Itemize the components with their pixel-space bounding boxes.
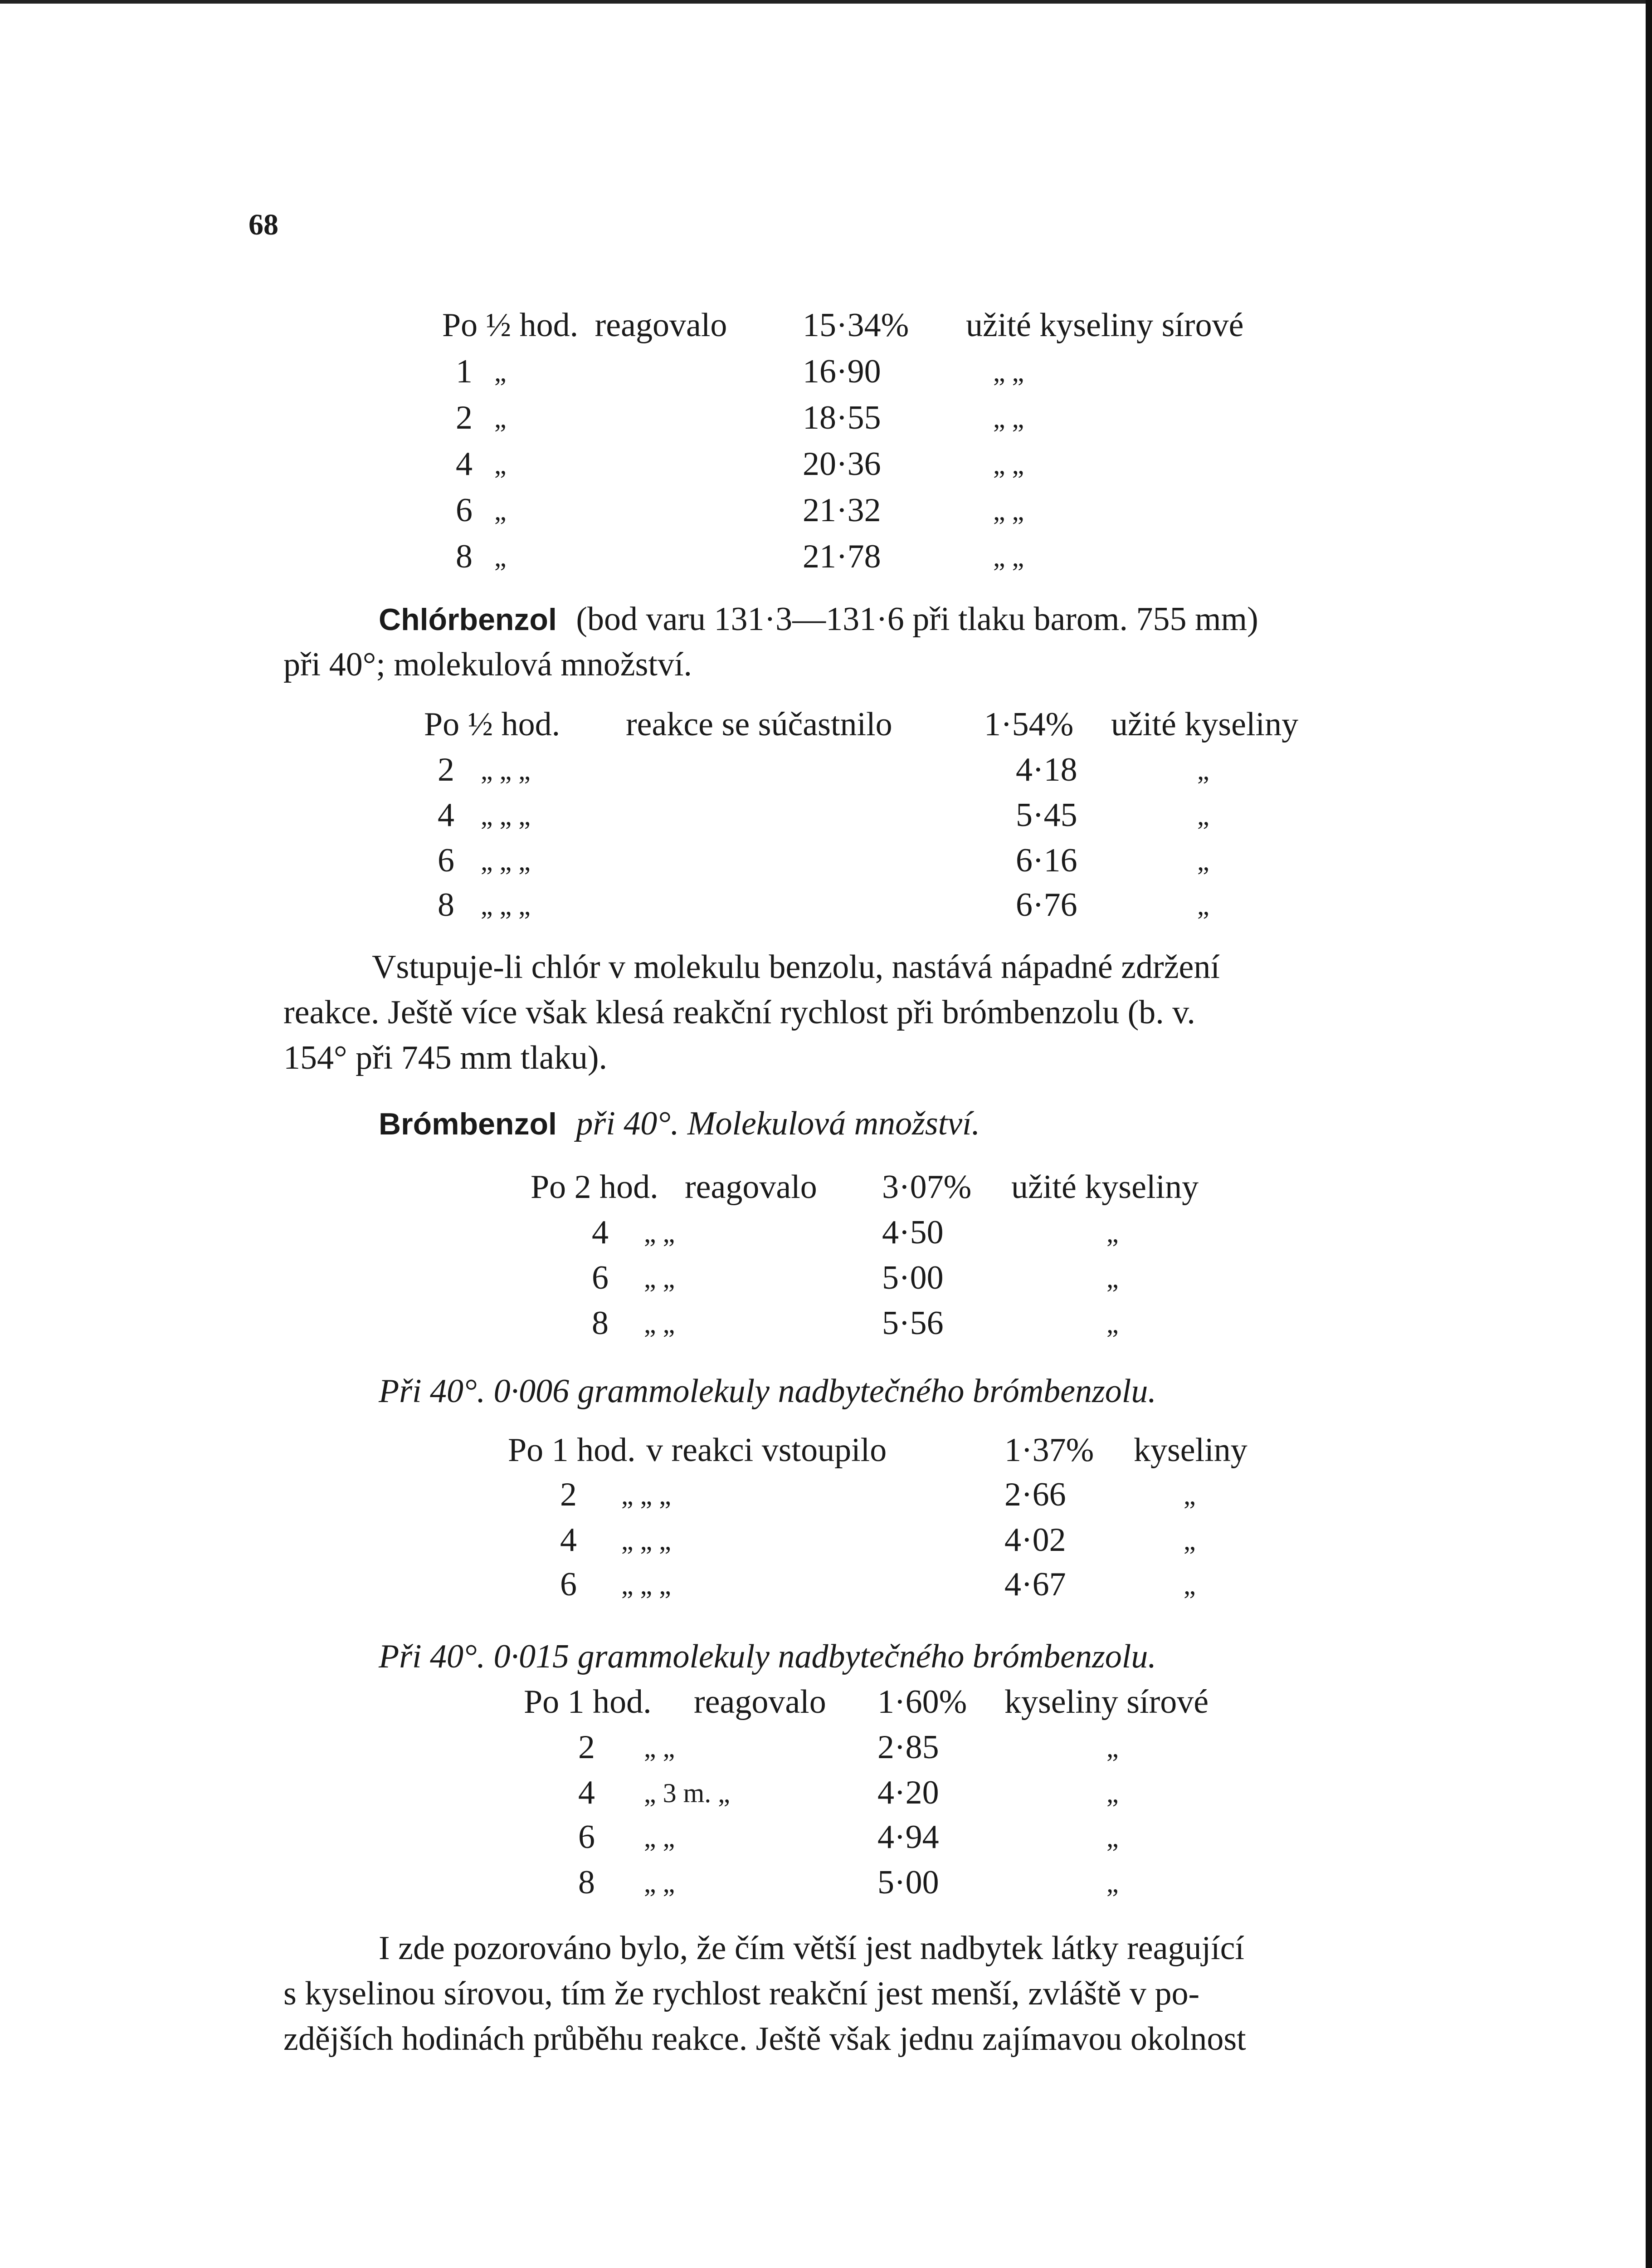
ditto-marks: „ „ [993, 542, 1024, 572]
ditto-mark: „ [1106, 1868, 1119, 1898]
row-value: 20·36 [803, 445, 881, 483]
chlorbenzol-text: (bod varu 131·3—131·6 při tlaku barom. 755 mm) [576, 601, 1258, 638]
row-value: 2·85 [877, 1729, 939, 1766]
ditto-marks: „ „ „ [481, 846, 531, 876]
ditto-mark: „ [1184, 1525, 1196, 1555]
row-time: 6 [560, 1566, 577, 1603]
row-value: 5·00 [877, 1864, 939, 1901]
section-heading-0015: Při 40°. 0·015 grammolekuly nadbytečného brómbenzolu. [379, 1638, 1156, 1675]
ditto-mark: „ [494, 450, 507, 479]
row-time: 6 [592, 1259, 609, 1296]
scan-top-edge [0, 0, 1652, 4]
row-value: 16·90 [803, 353, 881, 390]
ditto-mark: „ [494, 403, 507, 433]
row-value: 5·56 [882, 1305, 944, 1342]
row-value: 4·94 [877, 1818, 939, 1856]
row-value: 3·07% [882, 1168, 972, 1206]
row-value: 15·34% [803, 307, 909, 344]
ditto-mark: „ [1106, 1823, 1119, 1853]
row-verb: reagovalo [595, 307, 727, 344]
row-time: 4 [560, 1521, 577, 1559]
paragraph-1 [372, 944, 1469, 990]
page-number: 68 [249, 208, 278, 241]
paragraph-line: reakce. Ještě více však klesá reakční rychlost při brómbenzolu (b. v. [283, 994, 1195, 1031]
row-value: 5·45 [1016, 797, 1077, 834]
row-time: 8 [438, 886, 454, 924]
row-value: 5·00 [882, 1259, 944, 1296]
table-row [442, 308, 727, 342]
ditto-mark: „ [1106, 1733, 1119, 1763]
row-time: 2 [578, 1729, 595, 1766]
ditto-marks: „ „ [993, 403, 1024, 433]
ditto-marks: „ „ „ [481, 755, 531, 785]
row-time: 8 [578, 1864, 595, 1901]
ditto-marks: „ „ [644, 1868, 675, 1898]
row-value: 4·02 [1004, 1521, 1066, 1559]
ditto-marks: „ „ [644, 1263, 675, 1293]
ditto-marks: „ „ „ [481, 801, 531, 831]
row-time: 2 [456, 399, 473, 436]
ditto-marks: „ „ [993, 357, 1024, 387]
paragraph-line: zdějších hodinách průběhu reakce. Ještě však jednu zajímavou okolnost [283, 2020, 1246, 2058]
brombenzol-subtitle: při 40°. Molekulová množství. [576, 1105, 980, 1142]
row-value: 18·55 [803, 399, 881, 436]
row-tail: užité kyseliny [1111, 706, 1299, 743]
paragraph-line: Vstupuje-li chlór v molekulu benzolu, nastává nápadné zdržení [372, 948, 1220, 986]
ditto-mark: „ [494, 496, 507, 526]
row-value: 4·50 [882, 1214, 944, 1251]
ditto-mark: „ [1197, 846, 1209, 876]
paragraph-line: I zde pozorováno bylo, že čím větší jest nadbytek látky reagující [379, 1930, 1244, 1967]
row-tail: kyseliny sírové [1004, 1683, 1209, 1721]
row-time: Po 1 hod. [508, 1432, 636, 1469]
ditto-mark: „ [494, 542, 507, 572]
ditto-marks: „ „ „ [621, 1570, 671, 1600]
ditto-mark: „ [1106, 1309, 1119, 1339]
ditto-marks-3m: „ 3 m. „ [644, 1778, 730, 1808]
row-verb: reakce se súčastnilo [626, 706, 892, 743]
row-verb: reagovalo [694, 1683, 826, 1721]
row-tail: užité kyseliny sírové [966, 307, 1244, 344]
row-value: 4·20 [877, 1774, 939, 1811]
paragraph-line: 154° při 745 mm tlaku). [283, 1039, 608, 1076]
chlorbenzol-heading: Chlórbenzol [379, 602, 557, 637]
row-time: 8 [592, 1305, 609, 1342]
row-verb: reagovalo [685, 1168, 817, 1206]
row-time: Po 2 hod. [531, 1168, 658, 1206]
row-value: 6·76 [1016, 886, 1077, 924]
ditto-mark: „ [1184, 1480, 1196, 1510]
section-heading-0006: Při 40°. 0·006 grammolekuly nadbytečného brómbenzolu. [379, 1373, 1156, 1410]
ditto-marks: „ „ [993, 496, 1024, 526]
row-time: 2 [438, 751, 454, 788]
row-time: 4 [578, 1774, 595, 1811]
ditto-marks: „ „ [644, 1309, 675, 1339]
ditto-mark: „ [1197, 755, 1209, 785]
row-value: 21·32 [803, 492, 881, 529]
ditto-mark: „ [1106, 1263, 1119, 1293]
row-time: 4 [592, 1214, 609, 1251]
brombenzol-heading: Brómbenzol [379, 1107, 557, 1141]
row-value: 1·60% [877, 1683, 967, 1721]
ditto-mark: „ [494, 357, 507, 387]
row-value: 1·37% [1004, 1432, 1094, 1469]
row-time: 4 [456, 445, 473, 483]
chlorbenzol-line-2: při 40°; molekulová množství. [283, 646, 692, 683]
chlorbenzol-line-1 [379, 602, 1258, 636]
row-value: 21·78 [803, 538, 881, 575]
ditto-marks: „ „ „ [621, 1525, 671, 1555]
ditto-mark: „ [1197, 801, 1209, 831]
row-time: 6 [578, 1818, 595, 1856]
ditto-mark: „ [1197, 890, 1209, 920]
paragraph-line: s kyselinou sírovou, tím že rychlost reakční jest menší, zvláště v po- [283, 1975, 1200, 2012]
ditto-marks: „ „ [644, 1733, 675, 1763]
ditto-mark: „ [1184, 1570, 1196, 1600]
ditto-marks: „ „ [993, 450, 1024, 479]
row-tail: kyseliny [1134, 1432, 1248, 1469]
row-value: 4·67 [1004, 1566, 1066, 1603]
paragraph-2 [379, 1926, 1472, 1971]
scan-right-edge [1646, 0, 1652, 2268]
ditto-marks: „ „ „ [481, 890, 531, 920]
row-value: 2·66 [1004, 1476, 1066, 1513]
row-time: 6 [438, 842, 454, 879]
paragraph-2-cont [283, 1971, 1472, 2062]
ditto-marks: „ „ [644, 1218, 675, 1248]
row-value: 1·54% [984, 706, 1074, 743]
brombenzol-heading-line [379, 1107, 980, 1140]
paragraph-1-cont [283, 990, 1469, 1080]
row-time: 2 [560, 1476, 577, 1513]
row-time: Po ½ hod. [442, 307, 579, 344]
ditto-mark: „ [1106, 1218, 1119, 1248]
row-time: 4 [438, 797, 454, 834]
row-time: Po ½ hod. [424, 706, 560, 743]
row-time: 6 [456, 492, 473, 529]
row-tail: užité kyseliny [1011, 1168, 1199, 1206]
row-value: 6·16 [1016, 842, 1077, 879]
row-verb: v reakci vstoupilo [646, 1432, 887, 1469]
row-time: 1 [456, 353, 473, 390]
ditto-marks: „ „ [644, 1823, 675, 1853]
ditto-marks: „ „ „ [621, 1480, 671, 1510]
row-time: 8 [456, 538, 473, 575]
row-value: 4·18 [1016, 751, 1077, 788]
ditto-mark: „ [1106, 1778, 1119, 1808]
row-time: Po 1 hod. [524, 1683, 652, 1721]
